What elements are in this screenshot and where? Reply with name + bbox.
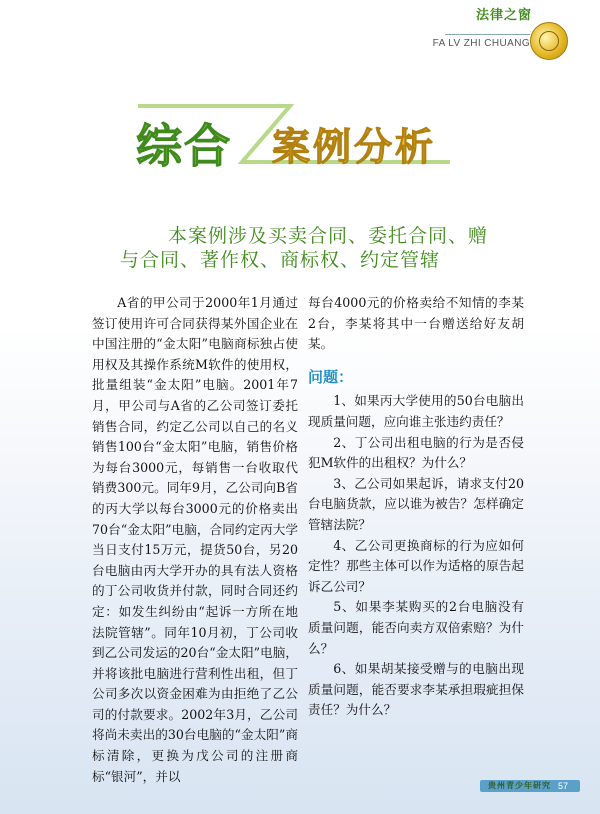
case-paragraph-continued: 每台4000元的价格卖给不知情的李某2台，李某将其中一台赠送给好友胡某。 xyxy=(308,295,524,352)
question-item: 3、乙公司如果起诉，请求支付20台电脑货款，应以谁为被告？怎样确定管辖法院？ xyxy=(308,475,524,532)
column-title: 法律之窗 xyxy=(475,8,532,23)
article-subtitle xyxy=(120,224,510,272)
title-main: 综合 xyxy=(136,119,232,173)
question-item: 5、如果李某购买的2台电脑没有质量问题，能否向卖方双倍索赔？为什么？ xyxy=(308,599,524,656)
page-number: 57 xyxy=(558,781,569,791)
question-item: 2、丁公司出租电脑的行为是否侵犯M软件的出租权？为什么？ xyxy=(308,434,524,471)
emblem-icon xyxy=(530,22,568,60)
case-paragraph: A省的甲公司于2000年1月通过签订使用许可合同获得某外国企业在中国注册的“金太阳”电脑商标独占使用权及其操作系统M软件的使用权，批量组装“金太阳”电脑。2001年7月，甲公司与A省的乙公司签订委托销售合同，约定乙公司以自己的名义销售100台“金太阳”电脑，销售价格为每台3000元，每销售一台收取代销费300元。同年9月，乙公司向B省的丙大学以每台3000元的价格卖出70台“金太阳”电脑，合同约定丙大学当日支付15万元，提货50台，另20台电脑由丙大学开办的具有法人资格的丁公司收货并付款，同时合同还约定：如发生纠纷由“起诉一方所在地法院管辖”。同年10月初，丁公司收到乙公司发运的20台“金太阳”电脑，并将该批电脑进行营利性出租，但丁公司多次以资金困难为由拒绝了乙公司的付款要求。2002年3月，乙公司将尚未卖出的30台电脑的“金太阳”商标清除，更换为戊公司的注册商标“银河”，并以 xyxy=(92,295,298,784)
column-pinyin: FA LV ZHI CHUANG xyxy=(432,38,530,49)
subtitle-line-2: 与合同、著作权、商标权、约定管辖 xyxy=(120,249,441,271)
question-item: 6、如果胡某接受赠与的电脑出现质量问题，能否要求李某承担瑕疵担保责任？为什么？ xyxy=(308,661,524,718)
footer-magazine-name: 贵州青少年研究 xyxy=(488,781,551,790)
questions-heading: 问题： xyxy=(308,367,354,386)
subtitle-line-1: 本案例涉及买卖合同、委托合同、赠 xyxy=(168,225,489,247)
question-item: 4、乙公司更换商标的行为应如何定性？那些主体可以作为适格的原告起诉乙公司？ xyxy=(308,537,524,594)
title-sub: 案例分析 xyxy=(272,125,437,169)
article-title xyxy=(130,100,460,173)
body-left-column xyxy=(92,293,298,787)
body-right-column xyxy=(308,293,524,721)
page-header xyxy=(0,0,600,70)
question-item: 1、如果丙大学使用的50台电脑出现质量问题，应向谁主张违约责任？ xyxy=(308,393,524,429)
header-divider xyxy=(445,34,530,35)
